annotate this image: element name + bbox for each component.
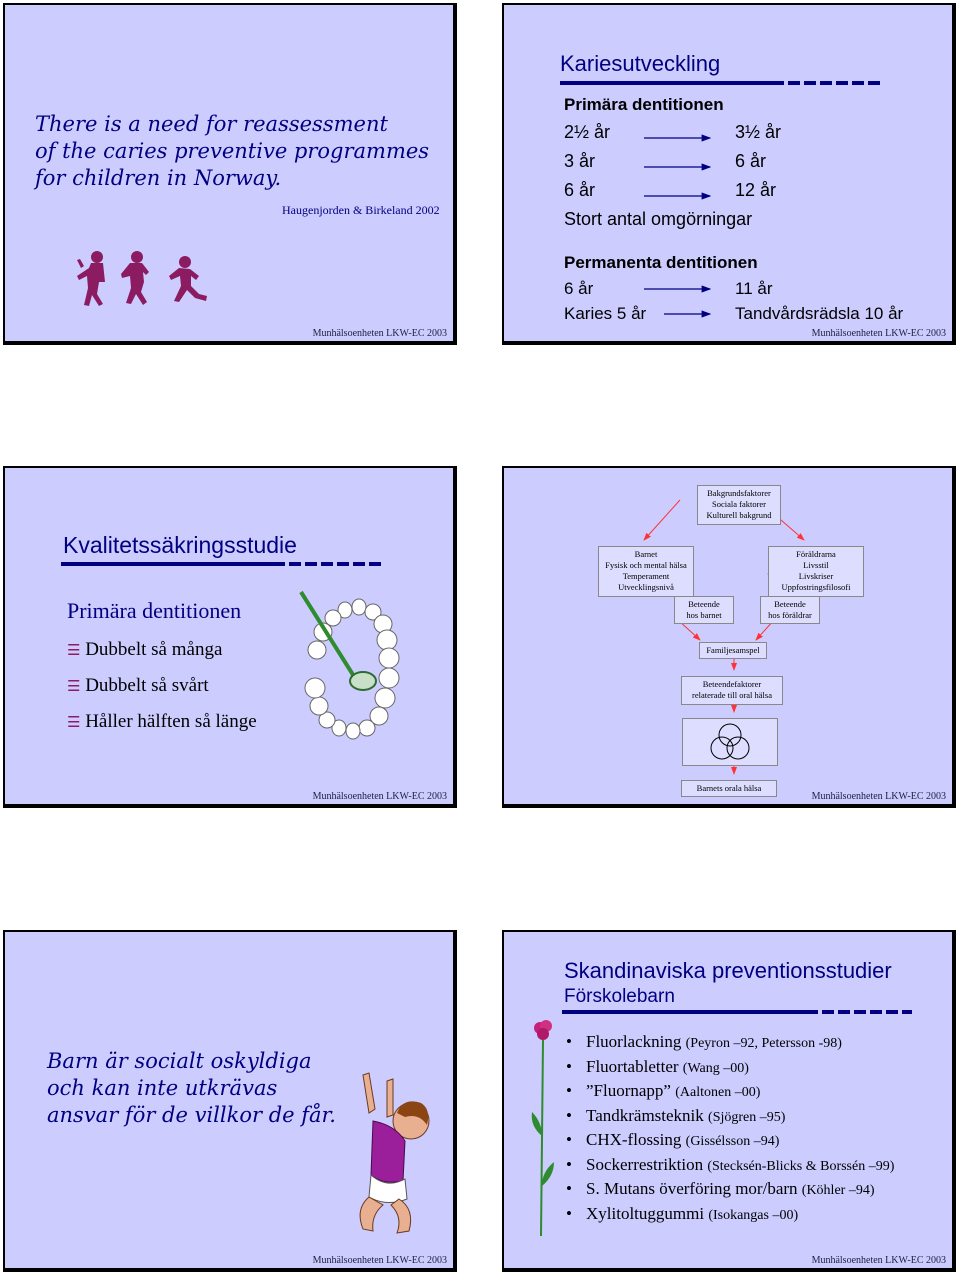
bullet-item: ☰ Dubbelt så svårt [67, 675, 209, 696]
venn-diagram [683, 719, 777, 765]
quote-line: och kan inte utkrävas [47, 1076, 278, 1100]
bullet-icon: • [566, 1130, 572, 1149]
slide-title: Skandinaviska preventionsstudier [564, 958, 892, 983]
study-list [566, 1032, 894, 1228]
arrows [504, 5, 952, 341]
bullet-icon: • [566, 1203, 572, 1223]
slide-3 [3, 466, 457, 808]
title-dashes [289, 562, 381, 566]
slide-5 [3, 930, 457, 1272]
slide-title: Kariesutveckling [560, 51, 721, 76]
oral-health-box: Barnets orala hälsa [681, 780, 777, 797]
family-interaction-box: Familjesamspel [699, 642, 767, 659]
quote-line: of the caries preventive programmes [35, 139, 430, 163]
quote-line: for children in Norway. [35, 166, 282, 190]
child-box: Barnet Fysisk och mental hälsa Temperament Utvecklingsnivå [598, 546, 694, 597]
row-from: 6 år [564, 180, 596, 200]
list-item: • Sockerrestriktion (Stecksén-Blicks & Borssén –99) [566, 1154, 895, 1174]
slide-4 [502, 466, 956, 808]
slide-1 [3, 3, 457, 345]
title-underline [61, 562, 285, 566]
row-from: 6 år [564, 279, 594, 298]
row-from: 3 år [564, 151, 596, 171]
bullet-icon: • [566, 1179, 572, 1198]
footer: Munhälsoenheten LKW-EC 2003 [312, 791, 447, 802]
bullet-icon: • [566, 1105, 572, 1125]
section-primary-heading: Primära dentitionen [564, 95, 724, 114]
bullet-icon: ☰ [67, 643, 81, 659]
row-to: Tandvårdsrädsla 10 år [735, 304, 904, 323]
footer: Munhälsoenheten LKW-EC 2003 [312, 1255, 447, 1266]
subtitle: Primära dentitionen [67, 598, 242, 623]
background-factors-box: Bakgrundsfaktorer Sociala faktorer Kulturell bakgrund [697, 485, 781, 525]
parent-behavior-box: Beteende hos föräldrar [760, 596, 820, 624]
bullet-item: ☰ Håller hälften så länge [67, 711, 257, 732]
row-from: 2½ år [564, 122, 611, 142]
footer: Munhälsoenheten LKW-EC 2003 [312, 328, 447, 339]
row-to: 11 år [735, 279, 773, 298]
child-behavior-box: Beteende hos barnet [674, 596, 734, 624]
bullet-icon: • [566, 1032, 572, 1051]
flower-icon [526, 1016, 560, 1240]
list-item: • CHX-flossing (Gissélsson –94) [566, 1130, 780, 1149]
list-item: • S. Mutans överföring mor/barn (Köhler –94) [566, 1179, 875, 1198]
parents-box: Föräldrarna Livsstil Livskriser Uppfostringsfilosofi [768, 546, 864, 597]
list-item: • Tandkrämsteknik (Sjögren –95) [566, 1105, 786, 1125]
row-to: 6 år [735, 151, 767, 171]
row-from: Karies 5 år [564, 304, 647, 323]
quote [47, 1048, 336, 1129]
quote [35, 111, 429, 192]
title-underline [562, 1010, 818, 1014]
title-dashes [822, 1010, 912, 1014]
footer: Munhälsoenheten LKW-EC 2003 [811, 1255, 946, 1266]
section-permanent-heading: Permanenta dentitionen [564, 253, 758, 272]
quote-line: There is a need for reassessment [35, 112, 388, 136]
list-item: • Fluorlackning (Peyron –92, Petersson -98) [566, 1032, 842, 1051]
bullet-icon: • [566, 1056, 572, 1076]
footer: Munhälsoenheten LKW-EC 2003 [811, 328, 946, 339]
slide-6 [502, 930, 956, 1272]
citation: Haugenjorden & Birkeland 2002 [282, 203, 440, 217]
venn-box [682, 718, 778, 766]
slide-title: Kvalitetssäkringsstudie [63, 532, 297, 558]
bullet-item: ☰ Dubbelt så många [67, 639, 223, 660]
running-children-illustration [75, 248, 220, 310]
summary-text: Stort antal omgörningar [564, 209, 753, 229]
list-item: • ”Fluornapp” (Aaltonen –00) [566, 1081, 761, 1100]
teeth-mirror-illustration [285, 588, 415, 748]
slide-subtitle: Förskolebarn [564, 986, 675, 1007]
row-to: 3½ år [735, 122, 782, 142]
bullet-icon: • [566, 1081, 572, 1100]
list-item: • Xylitoltuggummi (Isokangas –00) [566, 1203, 799, 1223]
behavior-factors-box: Beteendefaktorer relaterade till oral hälsa [681, 676, 783, 705]
slide-2 [502, 3, 956, 345]
quote-line: Barn är socialt oskyldiga [47, 1049, 312, 1073]
list-item: • Fluortabletter (Wang –00) [566, 1056, 749, 1076]
bullet-icon: • [566, 1154, 572, 1174]
bullet-icon: ☰ [67, 715, 81, 731]
arrow [644, 500, 680, 540]
bullet-icon: ☰ [67, 679, 81, 695]
baby-illustration [343, 1069, 453, 1239]
quote-line: ansvar för de villkor de får. [47, 1103, 336, 1127]
row-to: 12 år [735, 180, 777, 200]
footer: Munhälsoenheten LKW-EC 2003 [811, 791, 946, 802]
